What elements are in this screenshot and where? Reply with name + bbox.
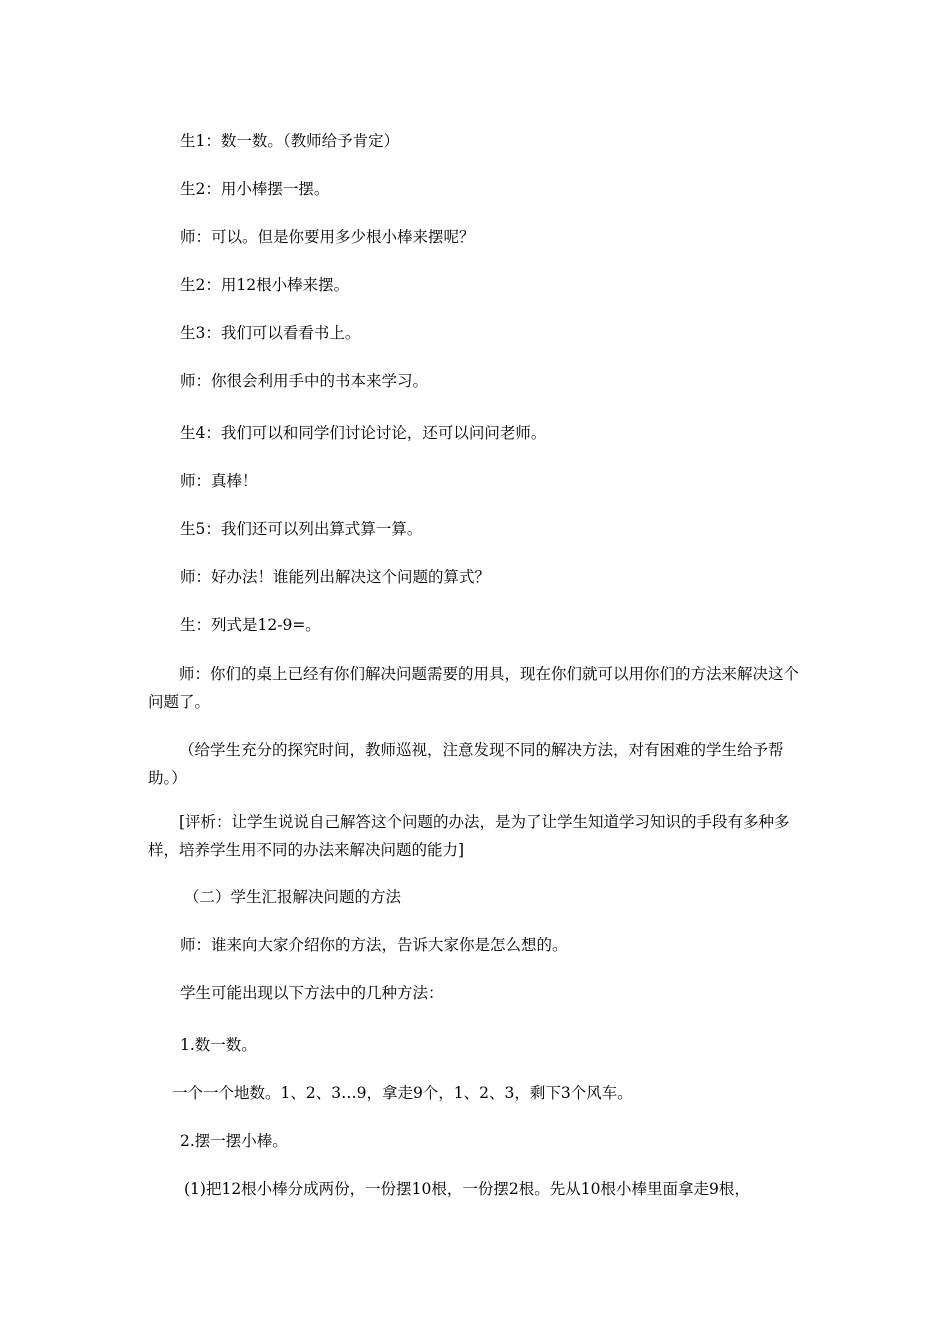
paragraph-student4: 生4：我们可以和同学们讨论讨论，还可以问问老师。 <box>180 424 547 442</box>
paragraph-teacher-question: 师：可以。但是你要用多少根小棒来摆呢？ <box>180 228 475 246</box>
paragraph-student2: 生2：用小棒摆一摆。 <box>180 180 330 198</box>
paragraph-student3: 生3：我们可以看看书上。 <box>180 324 361 342</box>
list-item-method2: 2.摆一摆小棒。 <box>180 1132 288 1150</box>
paragraph-teacher-formula: 师：好办法！谁能列出解决这个问题的算式？ <box>180 568 491 586</box>
paragraph-methods-intro: 学生可能出现以下方法中的几种方法： <box>180 984 444 1002</box>
paragraph-teacher-great: 师：真棒！ <box>180 472 258 490</box>
paragraph-student-formula: 生：列式是12-9=。 <box>180 616 321 634</box>
paragraph-exploration-note: （给学生充分的探究时间，教师巡视，注意发现不同的解决方法，对有困难的学生给予帮助。） <box>148 741 784 787</box>
paragraph-student5: 生5：我们还可以列出算式算一算。 <box>180 520 423 538</box>
paragraph-commentary: [评析：让学生说说自己解答这个问题的办法，是为了让学生知道学习知识的手段有多种多样，培养学生用不同的办法来解决问题的能力] <box>148 813 790 859</box>
paragraph-method1-detail: 一个一个地数。1、2、3…9，拿走9个，1、2、3，剩下3个风车。 <box>172 1084 633 1102</box>
paragraph-teacher-introduce: 师：谁来向大家介绍你的方法，告诉大家你是怎么想的。 <box>180 936 568 954</box>
paragraph-teacher-praise: 师：你很会利用手中的书本来学习。 <box>180 372 429 390</box>
paragraph-teacher-instruction: 师：你们的桌上已经有你们解决问题需要的用具，现在你们就可以用你们的方法来解决这个问题了。 <box>148 665 800 711</box>
paragraph-method2-detail: (1)把12根小棒分成两份，一份摆10根，一份摆2根。先从10根小棒里面拿走9根， <box>184 1180 750 1198</box>
paragraph-student2-answer: 生2：用12根小棒来摆。 <box>180 276 350 294</box>
list-item-method1: 1.数一数。 <box>180 1036 257 1054</box>
paragraph-student1: 生1：数一数。（教师给予肯定） <box>180 132 400 150</box>
section-heading-report: （二）学生汇报解决问题的方法 <box>184 888 402 906</box>
